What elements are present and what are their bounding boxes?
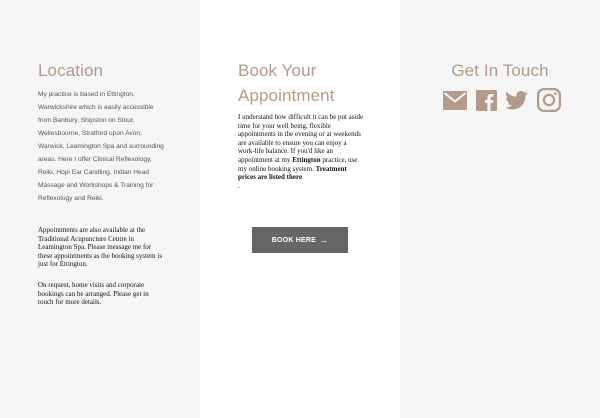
prices-listed-note: Treatment prices are listed there <box>238 164 347 182</box>
location-heading: Location <box>38 61 104 80</box>
location-column <box>0 0 200 418</box>
booking-text-part2: practice, use my online booking system. <box>238 155 358 173</box>
booking-column <box>200 0 400 418</box>
email-icon[interactable] <box>443 91 467 110</box>
booking-location-highlight: Ettington <box>292 155 321 164</box>
home-visits-note: On request, home visits and corporate bookings can be arranged. Please get in touch for more details. <box>38 281 149 307</box>
book-here-button[interactable] <box>252 227 348 253</box>
book-here-label: BOOK HERE <box>271 236 316 244</box>
booking-description <box>238 113 364 190</box>
booking-text-end: . <box>238 181 240 190</box>
facebook-icon[interactable] <box>476 90 497 111</box>
instagram-icon[interactable] <box>537 88 561 112</box>
social-links <box>443 87 561 113</box>
arrow-right-icon: → <box>319 235 329 245</box>
twitter-icon[interactable] <box>505 91 528 110</box>
contact-column <box>400 0 600 418</box>
booking-heading: Book Your Appointment <box>238 61 335 105</box>
contact-heading: Get In Touch <box>451 61 549 80</box>
location-description: My practice is based in Ettington, Warwickshire which is easily accessible from Banbury, Shipston on Stour, Wellesbourne, Stratford upon Avon, Warwick, Leamington Spa and surrounding areas. Here I offer Clinical Reflexology, Reiki, Hopi Ear Candling, Indian Head Massage and Workshops & Training for Reflexology and Reiki. <box>38 91 164 202</box>
booking-text-part1: I understand how difficult it can be put aside time for your well being, flexible appointments in the evening or at weekends are available to ensure you can enjoy a work-life balance. If you'd like an appointment at my <box>238 113 364 164</box>
appointments-note: Appointments are also available at the Traditional Acupuncture Centre in Leamington Spa. Please message me for these appointments as the booking system is just for Ettington. <box>38 226 163 269</box>
